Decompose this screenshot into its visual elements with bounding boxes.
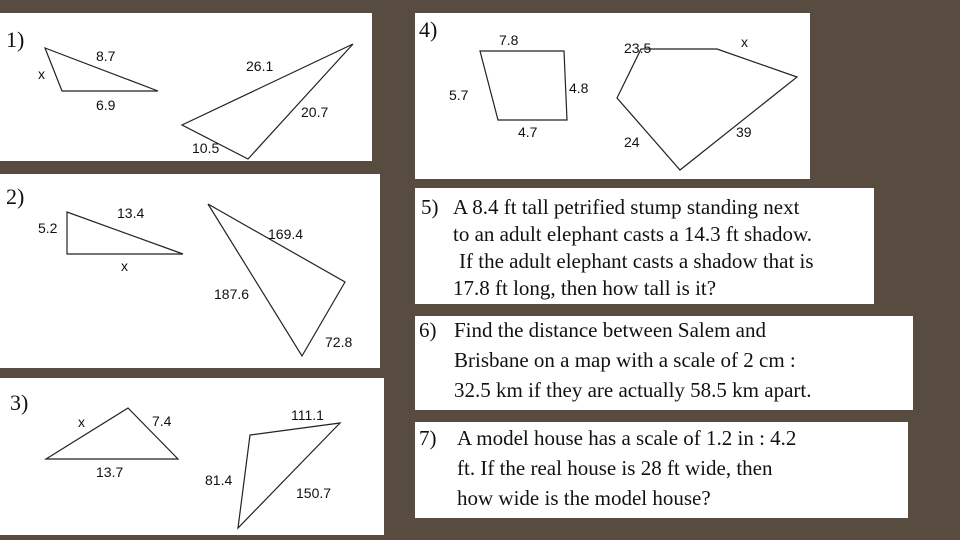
- side-label: 6.9: [96, 97, 116, 113]
- problem-text-line: how wide is the model house?: [457, 486, 711, 510]
- problem-3-panel: [0, 378, 384, 535]
- problem-number: 4): [419, 17, 438, 42]
- problem-text-line: ft. If the real house is 28 ft wide, then: [457, 456, 773, 480]
- problem-4-panel: [415, 13, 810, 179]
- problem-1-panel: [0, 13, 372, 161]
- side-label: x: [38, 66, 45, 82]
- side-label: 4.7: [518, 124, 538, 140]
- side-label: 26.1: [246, 58, 274, 74]
- side-label: 8.7: [96, 48, 116, 64]
- problem-number: 5): [421, 195, 439, 219]
- side-label: 24: [624, 134, 640, 150]
- side-label: 7.8: [499, 32, 519, 48]
- side-label: 23.5: [624, 40, 652, 56]
- triangle-diagram: [0, 13, 372, 161]
- problem-number: 2): [6, 184, 25, 209]
- side-label: 13.4: [117, 205, 145, 221]
- problem-text-line: A 8.4 ft tall petrified stump standing next: [453, 195, 800, 219]
- problem-number: 3): [10, 390, 29, 415]
- triangle-diagram: [0, 378, 384, 535]
- problem-number: 1): [6, 27, 25, 52]
- side-label: 20.7: [301, 104, 329, 120]
- problem-text-line: to an adult elephant casts a 14.3 ft shadow.: [453, 222, 813, 246]
- problem-text-line: Find the distance between Salem and: [454, 318, 766, 342]
- side-label: 5.2: [38, 220, 58, 236]
- side-label: 169.4: [268, 226, 304, 242]
- side-label: 5.7: [449, 87, 469, 103]
- side-label: 72.8: [325, 334, 353, 350]
- problem-6-panel: [415, 316, 913, 410]
- side-label: 7.4: [152, 413, 172, 429]
- side-label: x: [741, 34, 748, 50]
- problem-text-line: Brisbane on a map with a scale of 2 cm :: [454, 348, 796, 372]
- side-label: 10.5: [192, 140, 220, 156]
- problem-text-line: 17.8 ft long, then how tall is it?: [453, 276, 717, 300]
- problem-number: 7): [419, 426, 437, 450]
- side-label: 187.6: [214, 286, 250, 302]
- problem-text-line: 32.5 km if they are actually 58.5 km apart.: [454, 378, 812, 402]
- problem-text-line: A model house has a scale of 1.2 in : 4.2: [457, 426, 797, 450]
- problem-5-panel: [415, 188, 874, 304]
- side-label: 111.1: [291, 407, 324, 423]
- quadrilateral-diagram: [415, 13, 810, 179]
- triangle-diagram: [0, 174, 380, 368]
- problem-7-panel: [415, 422, 908, 518]
- side-label: 150.7: [296, 485, 332, 501]
- problem-number: 6): [419, 318, 437, 342]
- side-label: 4.8: [569, 80, 589, 96]
- problem-text-line: If the adult elephant casts a shadow that is: [459, 249, 814, 273]
- side-label: x: [121, 258, 128, 274]
- side-label: x: [78, 414, 85, 430]
- side-label: 39: [736, 124, 752, 140]
- side-label: 81.4: [205, 472, 233, 488]
- problem-2-panel: [0, 174, 380, 368]
- side-label: 13.7: [96, 464, 124, 480]
